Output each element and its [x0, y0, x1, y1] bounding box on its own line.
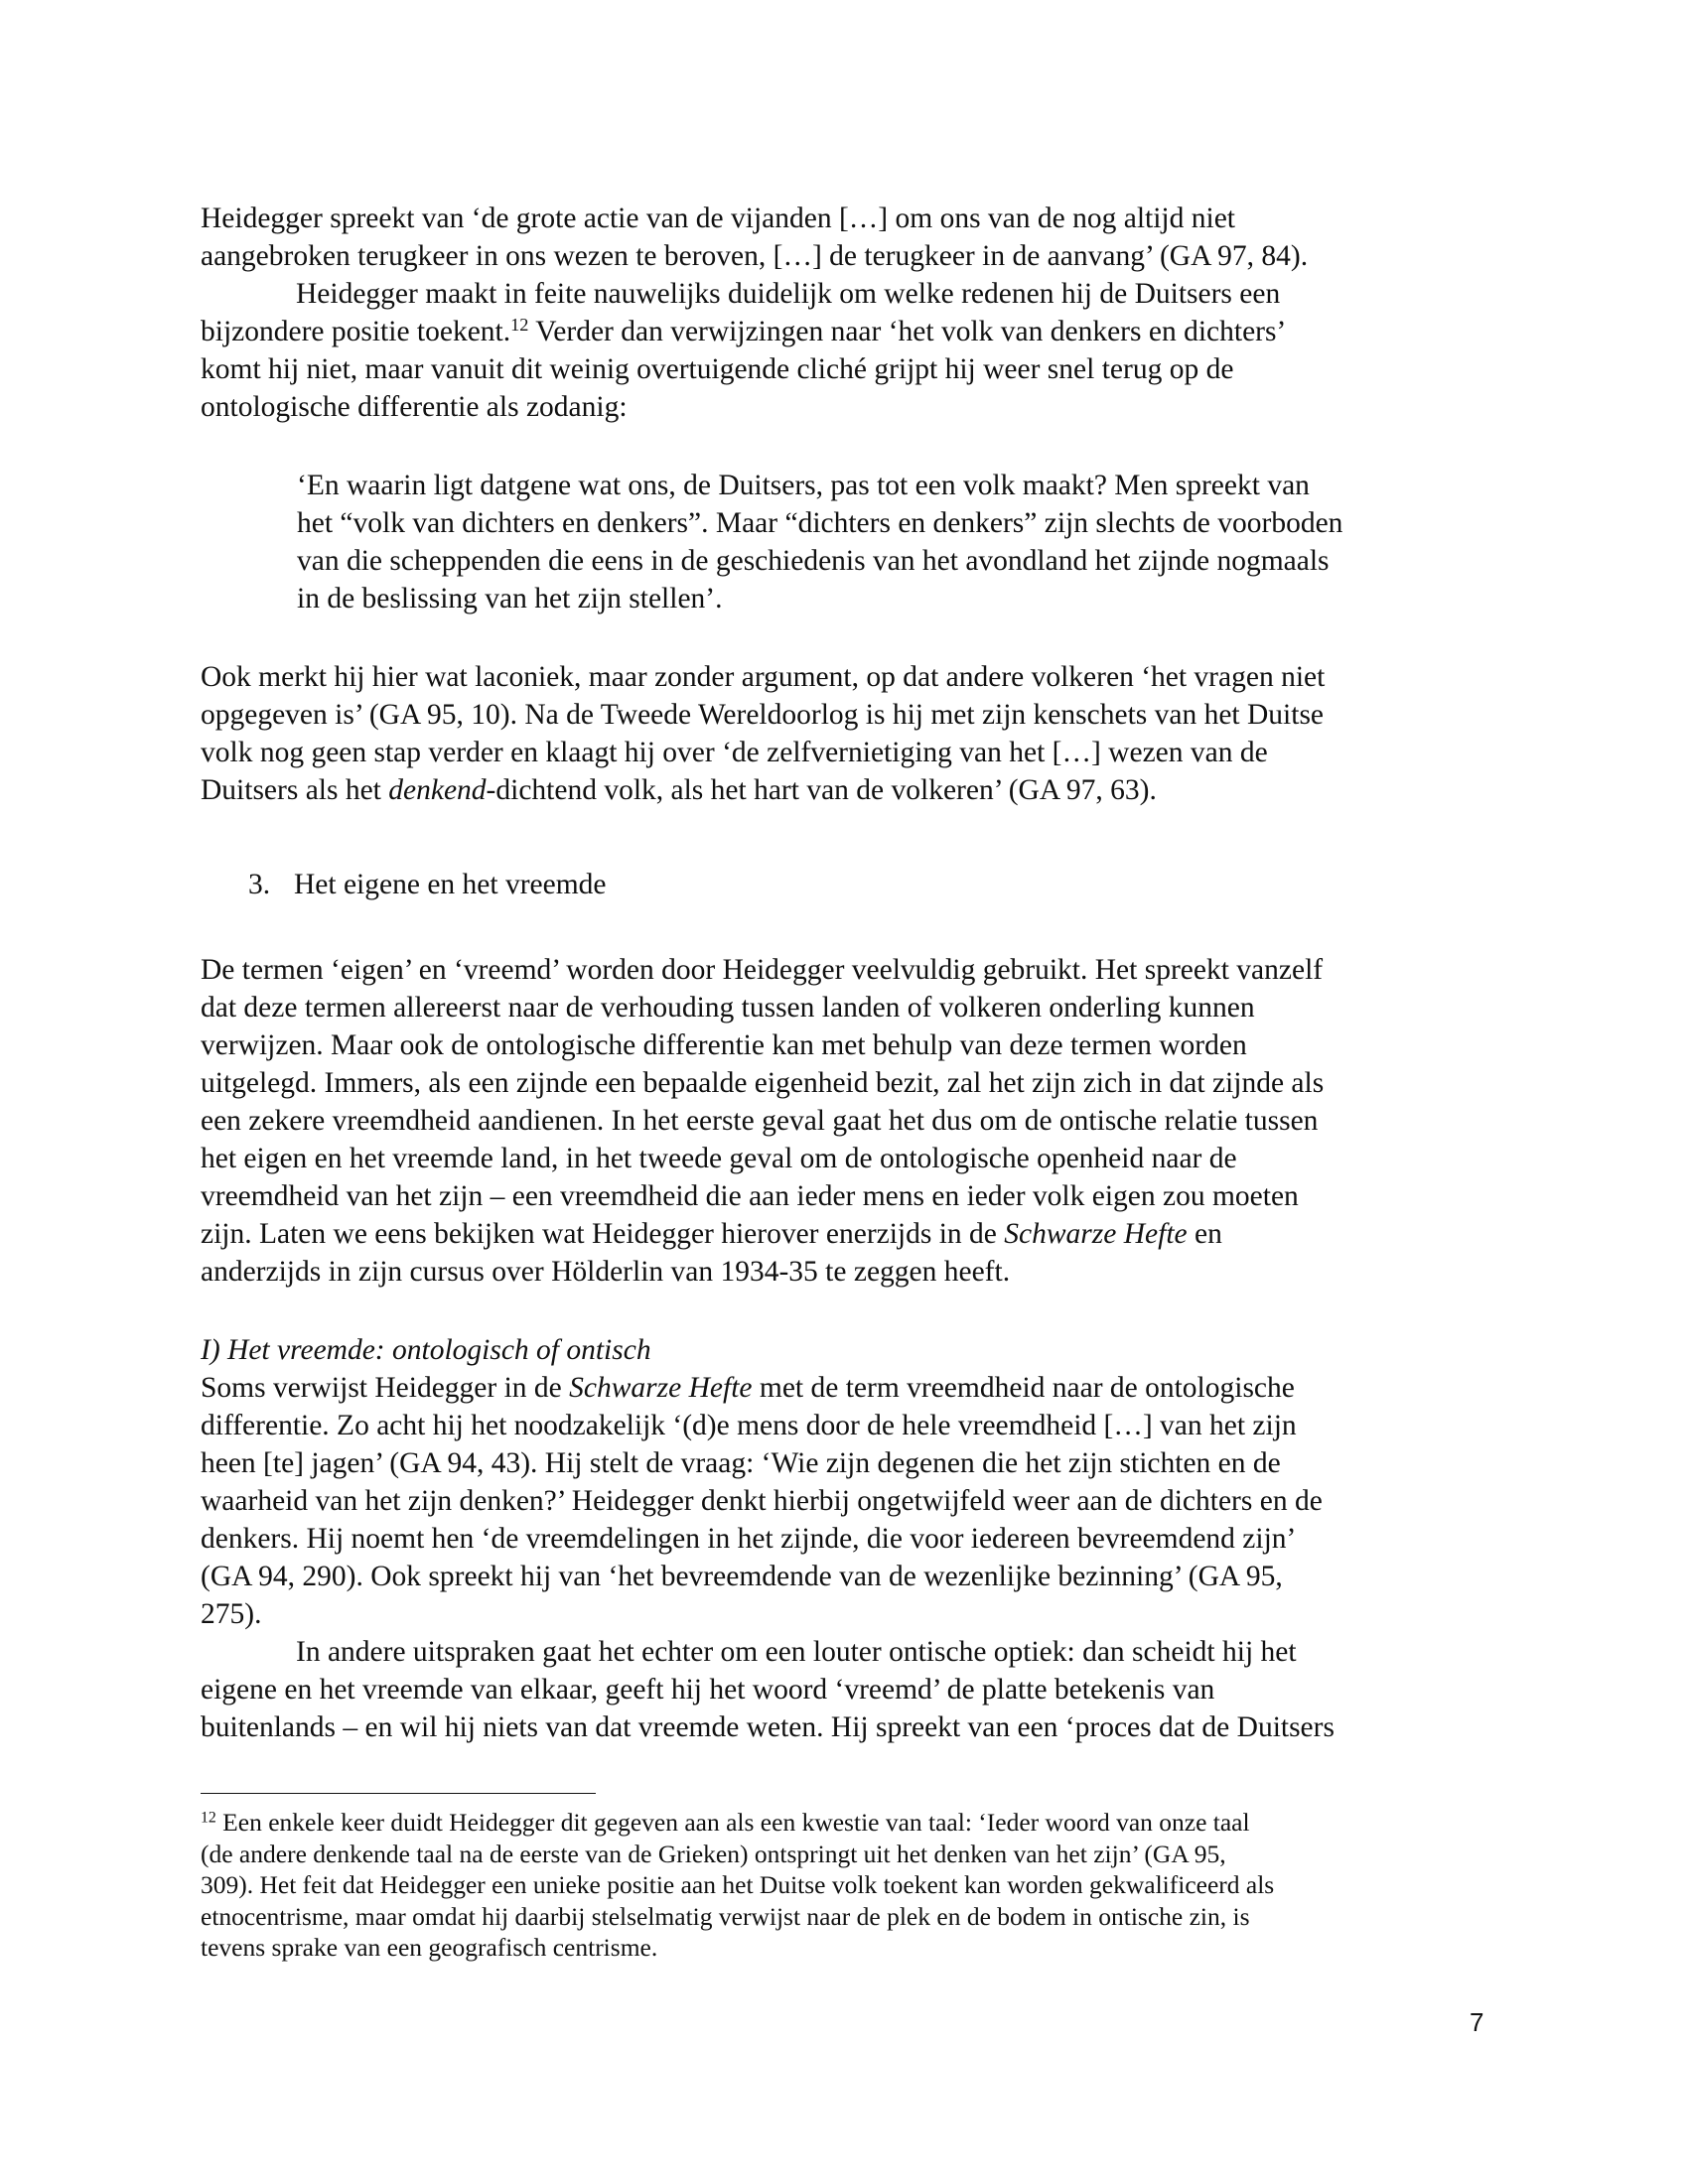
text-line: anderzijds in zijn cursus over Hölderlin van 1934-35 te zeggen heeft.: [201, 1256, 1011, 1288]
text-line: vreemdheid van het zijn – een vreemdheid die aan ieder mens en ieder volk eigen zou moeten: [201, 1180, 1299, 1212]
text-line: aangebroken terugkeer in ons wezen te beroven, […] de terugkeer in de aanvang’ (GA 97, 84).: [201, 240, 1309, 272]
footnote-reference[interactable]: 12: [510, 314, 529, 335]
block-quote: [297, 467, 1491, 617]
text-line: zijn. Laten we eens bekijken wat Heidegger hierover enerzijds in de Schwarze Hefte en: [201, 1218, 1222, 1250]
section-number: 3.: [248, 869, 271, 900]
section-heading: [248, 866, 607, 903]
emphasis: Schwarze Hefte: [569, 1372, 753, 1404]
section-title: Het eigene en het vreemde: [294, 869, 607, 900]
text-line: (de andere denkende taal na de eerste van de Grieken) ontspringt uit het denken van het zijn’ (GA 95,: [201, 1839, 1226, 1868]
text-line: denkers. Hij noemt hen ‘de vreemdelingen in het zijnde, die voor iedereen bevreemdend zijn’: [201, 1523, 1297, 1555]
text-line: van die scheppenden die eens in de geschiedenis van het avondland het zijnde nogmaals: [297, 545, 1330, 577]
text-line: een zekere vreemdheid aandienen. In het eerste geval gaat het dus om de ontische relatie tussen: [201, 1105, 1319, 1137]
subsection-heading: I) Het vreemde: ontologisch of ontisch: [201, 1334, 651, 1366]
text-line: het “volk van dichters en denkers”. Maar “dichters en denkers” zijn slechts de voorboden: [297, 507, 1343, 539]
text-line: (GA 94, 290). Ook spreekt hij van ‘het bevreemdende van de wezenlijke bezinning’ (GA 95,: [201, 1561, 1283, 1592]
text-line: verwijzen. Maar ook de ontologische differentie kan met behulp van deze termen worden: [201, 1029, 1247, 1061]
text-line: Heidegger maakt in feite nauwelijks duidelijk om welke redenen hij de Duitsers een: [296, 278, 1281, 310]
text-line: $^{12}$ Een enkele keer duidt Heidegger dit gegeven aan als een kwestie van taal: ‘Ieder woord van onze taal: [201, 1808, 1250, 1837]
text-line: opgegeven is’ (GA 95, 10). Na de Tweede Wereldoorlog is hij met zijn kenschets van het Duitse: [201, 699, 1325, 731]
text-line: etnocentrisme, maar omdat hij daarbij stelselmatig verwijst naar de plek en de bodem in ontische zin, is: [201, 1901, 1250, 1931]
text-line: bijzondere positie toekent.$^{12}$ Verder dan verwijzingen naar ‘het volk van denkers en dichters’: [201, 314, 1287, 347]
text-line: volk nog geen stap verder en klaagt hij over ‘de zelfvernietiging van het […] wezen van de: [201, 737, 1268, 768]
footnote-marker: 12: [201, 1809, 216, 1827]
text-line: uitgelegd. Immers, als een zijnde een bepaalde eigenheid bezit, zal het zijn zich in dat zijnde als: [201, 1067, 1325, 1099]
paragraph-terms: [201, 951, 1491, 1291]
text-line: 309). Het feit dat Heidegger een unieke positie aan het Duitse volk toekent kan worden gekwalificeerd als: [201, 1870, 1275, 1899]
text-line: ‘En waarin ligt datgene wat ons, de Duitsers, pas tot een volk maakt? Men spreekt van: [297, 470, 1310, 501]
paragraph-other-peoples: [201, 658, 1491, 809]
text-line: in de beslissing van het zijn stellen’.: [297, 583, 723, 614]
text-line: De termen ‘eigen’ en ‘vreemd’ worden door Heidegger veelvuldig gebruikt. Het spreekt vanzelf: [201, 954, 1324, 986]
text-line: eigene en het vreemde van elkaar, geeft hij het woord ‘vreemd’ de platte betekenis van: [201, 1674, 1215, 1706]
paragraph-german-position: [201, 275, 1491, 426]
text-line: Soms verwijst Heidegger in de Schwarze Hefte met de term vreemdheid naar de ontologische: [201, 1372, 1295, 1404]
text-line: waarheid van het zijn denken?’ Heidegger denkt hierbij ongetwijfeld weer aan de dichters en de: [201, 1485, 1323, 1517]
text-line: komt hij niet, maar vanuit dit weinig overtuigende cliché grijpt hij weer snel terug op de: [201, 353, 1234, 385]
paragraph-ontological: [201, 1331, 1491, 1746]
text-line: In andere uitspraken gaat het echter om een louter ontische optiek: dan scheidt hij het: [296, 1636, 1297, 1668]
text-line: buitenlands – en wil hij niets van dat vreemde weten. Hij spreekt van een ‘proces dat de Duitsers: [201, 1711, 1335, 1743]
text-line: dat deze termen allereerst naar de verhouding tussen landen of volkeren onderling kunnen: [201, 992, 1255, 1024]
text-line: Ook merkt hij hier wat laconiek, maar zonder argument, op dat andere volkeren ‘het vragen niet: [201, 661, 1326, 693]
page-number: 7: [1470, 2007, 1484, 2037]
text-line: tevens sprake van een geografisch centrisme.: [201, 1933, 658, 1962]
text-line: 275).: [201, 1598, 262, 1630]
text-line: Heidegger spreekt van ‘de grote actie van de vijanden […] om ons van de nog altijd niet: [201, 203, 1235, 234]
footnote-separator: [201, 1793, 596, 1794]
text-line: Duitsers als het denkend-dichtend volk, als het hart van de volkeren’ (GA 97, 63).: [201, 774, 1157, 806]
text-line: heen [te] jagen’ (GA 94, 43). Hij stelt de vraag: ‘Wie zijn degenen die het zijn stichten en de: [201, 1447, 1281, 1479]
text-line: het eigen en het vreemde land, in het tweede geval om de ontologische openheid naar de: [201, 1143, 1237, 1174]
text-line: ontologische differentie als zodanig:: [201, 391, 628, 423]
emphasis: denkend: [388, 774, 487, 806]
emphasis: Schwarze Hefte: [1004, 1218, 1188, 1250]
text-line: differentie. Zo acht hij het noodzakelijk ‘(d)e mens door de hele vreemdheid […] van het zijn: [201, 1410, 1297, 1441]
paragraph-intro-quote: [201, 200, 1491, 275]
footnote: [201, 1807, 1491, 1964]
